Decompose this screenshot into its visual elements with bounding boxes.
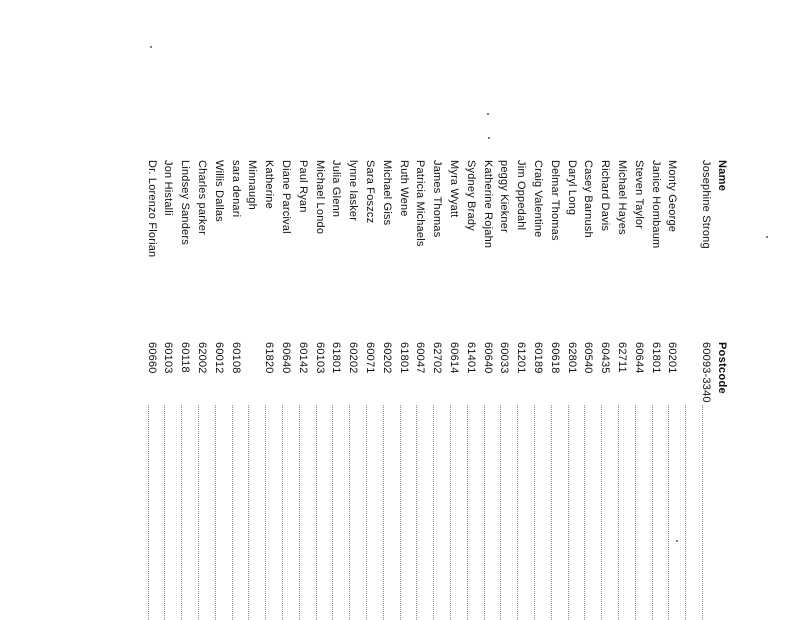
person-name: Casey Barnush — [582, 160, 595, 238]
postcode-column-header: Postcode — [716, 342, 728, 394]
postcode-value: 60047 — [414, 342, 427, 374]
person-name: Katherine Rojahn — [481, 160, 494, 249]
person-name: Michael Hayes — [616, 160, 628, 235]
person-name: Steven Taylor — [632, 160, 645, 230]
person-name: lynne lasker — [347, 160, 360, 222]
name-postcode-list — [48, 160, 728, 620]
dotted-leader — [366, 405, 367, 620]
postcode-value: 60202 — [347, 342, 360, 374]
person-name: Paul Ryan — [296, 160, 309, 213]
dotted-leader — [484, 405, 485, 620]
list-item — [144, 160, 158, 620]
postcode-value: 61201 — [515, 342, 528, 374]
list-item — [698, 160, 712, 620]
postcode-value: 60435 — [599, 342, 612, 374]
person-name: peggy Kiekner — [498, 160, 511, 233]
person-name: Willis Dallas — [212, 160, 225, 222]
list-item — [446, 160, 460, 620]
list-item — [564, 160, 578, 620]
person-name: Jim Oppedahl — [515, 160, 528, 231]
person-name: Sydney Brady — [464, 160, 477, 231]
dotted-leader — [265, 405, 266, 620]
dotted-leader — [232, 405, 233, 620]
dotted-leader — [685, 405, 686, 620]
person-name: Delmar Thomas — [548, 160, 561, 241]
person-name: Dr. Lorenzo Florian — [145, 160, 158, 258]
person-name: Lindsey Sanders — [179, 160, 192, 245]
list-item — [295, 160, 309, 620]
person-name: Julia Glenn — [330, 160, 343, 218]
list-item — [530, 160, 544, 620]
list-item — [328, 160, 342, 620]
person-name: Charles parker — [196, 160, 208, 235]
list-item — [261, 160, 275, 620]
list-item — [345, 160, 359, 620]
list-item — [681, 160, 695, 620]
person-name: Ruth Wene — [397, 160, 410, 217]
dotted-leader — [635, 405, 636, 620]
scan-speck — [676, 540, 678, 542]
list-item — [631, 160, 645, 620]
list-item — [547, 160, 561, 620]
dotted-leader — [433, 405, 434, 620]
person-name: Sara Foszcz — [364, 160, 376, 224]
list-item — [244, 160, 258, 620]
postcode-value: 61820 — [263, 342, 276, 374]
person-name: James Thomas — [431, 160, 444, 238]
postcode-value: 60640 — [481, 342, 494, 374]
list-item — [664, 160, 678, 620]
list-item — [177, 160, 191, 620]
list-item — [513, 160, 527, 620]
postcode-value: 60640 — [280, 342, 292, 374]
postcode-value: 61401 — [464, 342, 477, 374]
postcode-value: 60071 — [364, 342, 376, 374]
person-name: Michael Londo — [313, 160, 326, 235]
postcode-value: 62002 — [196, 342, 208, 374]
scan-speck — [766, 236, 768, 238]
list-item — [429, 160, 443, 620]
postcode-value: 60012 — [212, 342, 225, 374]
list-item — [278, 160, 292, 620]
list-item — [211, 160, 225, 620]
person-name: Jon Histalli — [162, 160, 175, 216]
postcode-value: 62702 — [431, 342, 444, 374]
person-name: Josephine Strong — [700, 160, 712, 249]
dotted-leader — [551, 405, 552, 620]
scan-speck — [488, 137, 490, 139]
postcode-value: 61801 — [330, 342, 343, 374]
list-item — [412, 160, 426, 620]
person-name: Myra Wyatt — [448, 160, 460, 218]
person-name: Katherine — [263, 160, 276, 209]
dotted-leader — [467, 405, 468, 620]
postcode-value: 60644 — [632, 342, 645, 374]
person-name: Diane Parcival — [280, 160, 292, 234]
dotted-leader — [601, 405, 602, 620]
postcode-value: 62711 — [616, 342, 628, 373]
postcode-value: 60618 — [548, 342, 561, 374]
dotted-leader — [416, 405, 417, 620]
dotted-leader — [248, 405, 249, 620]
dotted-leader — [450, 405, 451, 620]
list-item — [362, 160, 376, 620]
dotted-leader — [215, 405, 216, 620]
person-name: Craig Valentine — [532, 160, 544, 238]
dotted-leader — [652, 405, 653, 620]
postcode-value: 60660 — [145, 342, 158, 374]
person-name: Patricia Michaels — [414, 160, 427, 247]
dotted-leader — [299, 405, 300, 620]
dotted-leader — [500, 405, 501, 620]
postcode-value: 60201 — [666, 342, 679, 374]
dotted-leader — [568, 405, 569, 620]
person-name: Minnaugh — [246, 160, 259, 210]
postcode-value: 60118 — [179, 342, 192, 373]
list-item — [648, 160, 662, 620]
postcode-value: 60202 — [380, 342, 393, 374]
scan-speck — [487, 113, 489, 115]
list-item — [496, 160, 510, 620]
person-name: Richard Davis — [599, 160, 612, 232]
postcode-value: 60108 — [229, 342, 242, 374]
person-name: Michael Giss — [380, 160, 393, 226]
postcode-value: 60103 — [162, 342, 175, 374]
postcode-value: 61801 — [649, 342, 662, 374]
dotted-leader — [148, 405, 149, 620]
dotted-leader — [534, 405, 535, 620]
list-item — [597, 160, 611, 620]
dotted-leader — [332, 405, 333, 620]
dotted-leader — [316, 405, 317, 620]
dotted-leader — [349, 405, 350, 620]
name-column-header: Name — [716, 160, 728, 192]
list-item — [614, 160, 628, 620]
postcode-value: 61801 — [397, 342, 410, 374]
person-name: Monty George — [666, 160, 679, 233]
dotted-leader — [383, 405, 384, 620]
person-name: Janice Hombaum — [649, 160, 662, 249]
list-item — [160, 160, 174, 620]
list-item — [379, 160, 393, 620]
postcode-value: 60033 — [498, 342, 511, 374]
dotted-leader — [400, 405, 401, 620]
list-item — [580, 160, 594, 620]
dotted-leader — [164, 405, 165, 620]
list-item — [312, 160, 326, 620]
postcode-value: 60540 — [582, 342, 595, 374]
dotted-leader — [198, 405, 199, 620]
dotted-leader — [282, 405, 283, 620]
postcode-value: 60103 — [313, 342, 326, 374]
list-item — [228, 160, 242, 620]
list-item — [480, 160, 494, 620]
postcode-value: 60142 — [296, 342, 309, 374]
dotted-leader — [668, 405, 669, 620]
person-name: sara denari — [229, 160, 242, 218]
dotted-leader — [584, 405, 585, 620]
dotted-leader — [618, 405, 619, 620]
list-item — [396, 160, 410, 620]
scan-speck — [150, 46, 152, 48]
dotted-leader — [702, 405, 703, 620]
postcode-value: 62801 — [565, 342, 578, 374]
postcode-value: 60093-3340 — [700, 342, 712, 403]
dotted-leader — [181, 405, 182, 620]
list-item — [463, 160, 477, 620]
person-name: Daryl Long — [565, 160, 578, 216]
postcode-value: 60614 — [448, 342, 460, 374]
dotted-leader — [517, 405, 518, 620]
postcode-value: 60189 — [532, 342, 544, 374]
list-item — [194, 160, 208, 620]
